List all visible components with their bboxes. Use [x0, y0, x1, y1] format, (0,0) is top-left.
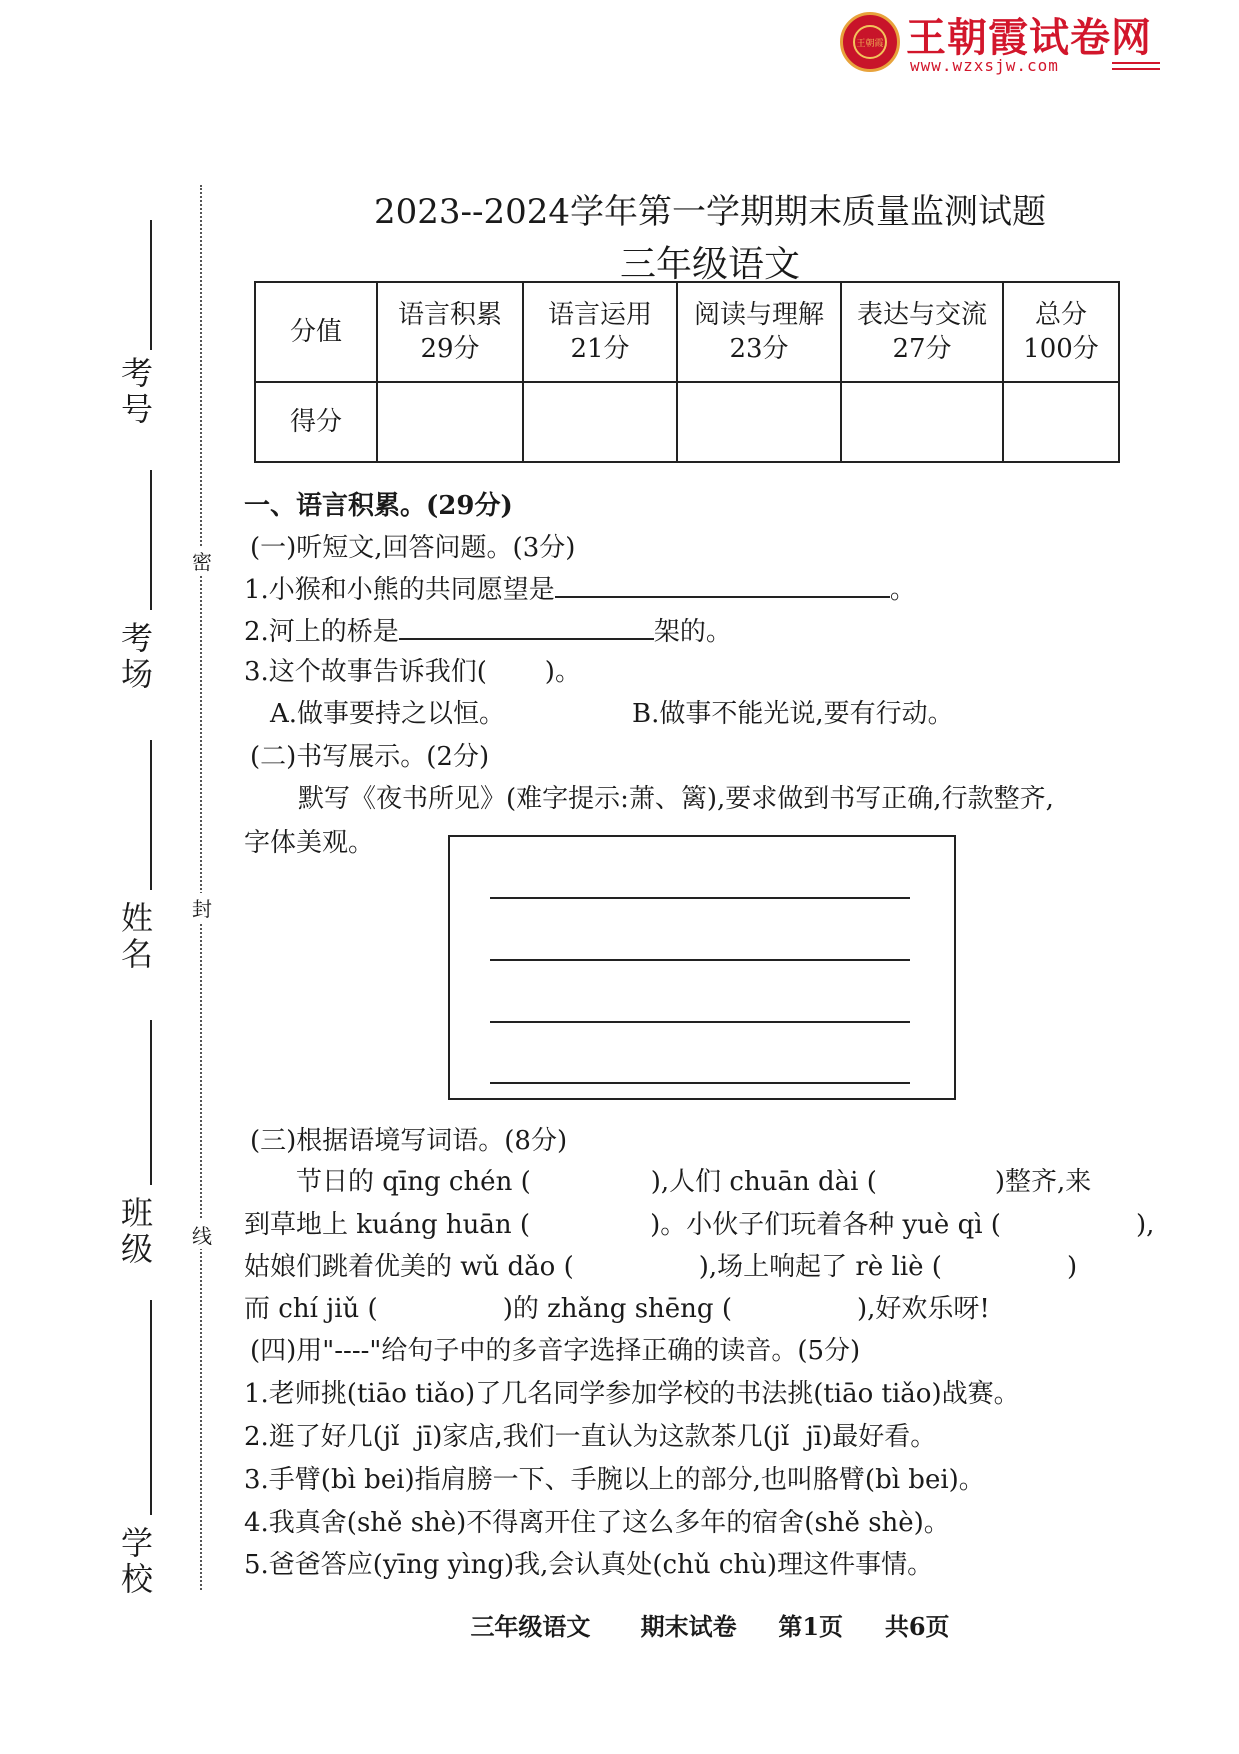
score-col-expression: 表达与交流 27分	[841, 282, 1003, 382]
answer-blank[interactable]	[555, 572, 890, 598]
page-title: 2023--2024学年第一学期期末质量监测试题	[373, 192, 1047, 232]
part3-heading: (三)根据语境写词语。(8分)	[250, 1126, 568, 1156]
label-name: 姓名	[120, 899, 153, 973]
name-fill-line	[150, 740, 152, 890]
watermark-name: 王朝霞试卷网	[906, 15, 1152, 61]
score-table	[254, 281, 1120, 463]
option-b[interactable]: B.做事不能光说,要有行动。	[632, 699, 954, 729]
writing-line	[490, 897, 910, 899]
earned-cell[interactable]	[841, 382, 1003, 462]
option-a[interactable]: A.做事要持之以恒。	[270, 699, 506, 729]
part2-instruction: 默写《夜书所见》(难字提示:萧、篱),要求做到书写正确,行款整齐,	[298, 784, 1054, 814]
label-exam-room: 考场	[120, 619, 153, 693]
binding-dotted-line	[200, 185, 202, 1590]
seal-char-feng: 封	[190, 893, 214, 922]
watermark-url: www.wzxsjw.com	[910, 56, 1059, 75]
polyphone-item-3[interactable]: 3.手臂(bì bei)指肩膀一下、手腕以上的部分,也叫胳臂(bì bei)。	[244, 1465, 985, 1495]
part2-heading: (二)书写展示。(2分)	[250, 742, 490, 772]
seal-char-xian: 线	[190, 1220, 214, 1249]
score-col-language-accumulation: 语言积累 29分	[377, 282, 523, 382]
earned-cell[interactable]	[1003, 382, 1119, 462]
writing-box[interactable]	[448, 835, 956, 1100]
score-col-reading: 阅读与理解 23分	[677, 282, 841, 382]
score-row-label: 分值	[255, 282, 377, 382]
earned-cell[interactable]	[677, 382, 841, 462]
context-sentence-4: 而 chí jiǔ ( )的 zhǎng shēng ( ),好欢乐呀!	[244, 1294, 990, 1324]
watermark-logo	[840, 10, 1160, 75]
footer-page: 第1页	[778, 1612, 844, 1641]
answer-blank[interactable]	[399, 614, 654, 640]
context-sentence-2: 到草地上 kuáng huān ( )。小伙子们玩着各种 yuè qì ( ),	[244, 1210, 1155, 1240]
earned-row-label: 得分	[255, 382, 377, 462]
label-school: 学校	[120, 1524, 153, 1598]
seal-char-mi: 密	[190, 546, 214, 575]
earned-cell[interactable]	[377, 382, 523, 462]
exam-room-fill-line	[150, 470, 152, 610]
seal-icon	[840, 12, 900, 72]
part1-heading: (一)听短文,回答问题。(3分)	[250, 533, 576, 563]
score-col-total: 总分 100分	[1003, 282, 1119, 382]
label-class: 班级	[120, 1194, 153, 1268]
score-row-earned	[255, 382, 1119, 462]
polyphone-item-2[interactable]: 2.逛了好几(jǐ jī)家店,我们一直认为这款茶几(jǐ jī)最好看。	[244, 1422, 937, 1452]
footer-total: 共6页	[884, 1612, 950, 1641]
part2-instruction-cont: 字体美观。	[244, 828, 375, 858]
label-exam-number: 考号	[120, 354, 153, 428]
footer-exam: 期末试卷	[640, 1612, 737, 1641]
polyphone-item-5[interactable]: 5.爸爸答应(yīng yìng)我,会认真处(chǔ chù)理这件事情。	[244, 1550, 934, 1580]
score-row-points	[255, 282, 1119, 382]
earned-cell[interactable]	[523, 382, 677, 462]
context-sentence-3: 姑娘们跳着优美的 wǔ dǎo ( ),场上响起了 rè liè ( )	[244, 1252, 1078, 1282]
score-col-language-usage: 语言运用 21分	[523, 282, 677, 382]
writing-line	[490, 1082, 910, 1084]
polyphone-item-1[interactable]: 1.老师挑(tiāo tiǎo)了几名同学参加学校的书法挑(tiāo tiǎo)战赛。	[244, 1379, 1020, 1409]
question-1: 1.小猴和小熊的共同愿望是 。	[244, 572, 916, 607]
polyphone-item-4[interactable]: 4.我真舍(shě shè)不得离开住了这么多年的宿舍(shě shè)。	[244, 1508, 950, 1538]
section-heading: 一、语言积累。(29分)	[244, 491, 513, 521]
page-subtitle: 三年级语文	[619, 244, 800, 285]
page-footer	[250, 1607, 1170, 1642]
part4-heading: (四)用"----"给句子中的多音字选择正确的读音。(5分)	[250, 1336, 861, 1366]
writing-line	[490, 959, 910, 961]
class-fill-line	[150, 1020, 152, 1185]
footer-subject: 三年级语文	[470, 1612, 591, 1641]
writing-line	[490, 1021, 910, 1023]
watermark-decoration	[1112, 62, 1160, 70]
seal-text: 王朝霞	[853, 25, 887, 59]
question-3: 3.这个故事告诉我们( )。	[244, 657, 581, 687]
context-sentence-1: 节日的 qīng chén ( ),人们 chuān dài ( )整齐,来	[296, 1167, 1092, 1197]
exam-number-fill-line	[150, 220, 152, 350]
question-2: 2.河上的桥是 架的。	[244, 614, 732, 649]
school-fill-line	[150, 1300, 152, 1515]
